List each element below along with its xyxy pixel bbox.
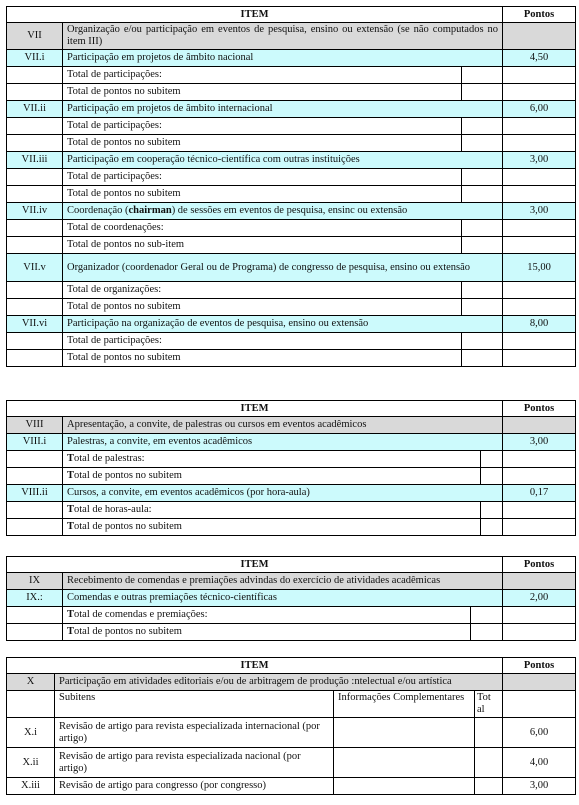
subitem-code: X.ii [7, 748, 55, 778]
header-item: ITEM [7, 401, 503, 417]
empty-cell [503, 350, 576, 367]
count-input[interactable] [462, 169, 503, 186]
section-code: IX [7, 573, 63, 590]
count-label: Total de horas-aula: [63, 502, 481, 519]
count-label: Total de coordenações: [63, 220, 462, 237]
empty-cell [7, 220, 63, 237]
section-points [503, 417, 576, 434]
subitem-code: X.iii [7, 778, 55, 795]
subitem-points: 6,00 [503, 101, 576, 118]
subitem-points: 4,00 [503, 748, 576, 778]
subitem-description: Participação em projetos de âmbito internacional [63, 101, 503, 118]
empty-cell [7, 519, 63, 536]
section-description: Apresentação, a convite, de palestras ou cursos em eventos acadêmicos [63, 417, 503, 434]
count-input[interactable] [471, 607, 503, 624]
empty-cell [7, 84, 63, 101]
header-item: ITEM [7, 557, 503, 573]
empty-cell [7, 169, 63, 186]
count-label: Total de palestras: [63, 451, 481, 468]
empty-cell [503, 84, 576, 101]
subitem-points: 3,00 [503, 434, 576, 451]
subitem-points: 3,00 [503, 152, 576, 169]
empty-cell [503, 67, 576, 84]
total-label: Total de pontos no subitem [63, 519, 481, 536]
total-label: Total de pontos no subitem [63, 186, 462, 203]
empty-cell [7, 135, 63, 152]
subitem-description: Participação em cooperação técnico-científica com outras instituições [63, 152, 503, 169]
header-pontos: Pontos [503, 401, 576, 417]
total-label: Total de pontos no subitem [63, 350, 462, 367]
empty-cell [503, 607, 576, 624]
col-subitens: Subitens [55, 691, 334, 718]
subitem-points: 4,50 [503, 50, 576, 67]
empty-cell [503, 502, 576, 519]
empty-cell [7, 607, 63, 624]
subitem-code: VIII.i [7, 434, 63, 451]
count-label: Total de participações: [63, 333, 462, 350]
section-code: X [7, 674, 55, 691]
section-points [503, 674, 576, 691]
empty-cell [503, 691, 576, 718]
empty-cell [7, 282, 63, 299]
total-input[interactable] [481, 519, 503, 536]
empty-cell [503, 299, 576, 316]
total-input[interactable] [462, 237, 503, 254]
count-input[interactable] [462, 67, 503, 84]
section-points [503, 23, 576, 50]
total-input[interactable] [475, 778, 503, 795]
section-points [503, 573, 576, 590]
subitem-code: IX.: [7, 590, 63, 607]
empty-cell [7, 502, 63, 519]
section-code: VIII [7, 417, 63, 434]
count-input[interactable] [462, 282, 503, 299]
empty-cell [503, 333, 576, 350]
col-info: Informações Complementares [334, 691, 475, 718]
total-input[interactable] [481, 468, 503, 485]
subitem-points: 3,00 [503, 203, 576, 220]
subitem-description: Revisão de artigo para revista especializada internacional (por artigo) [55, 718, 334, 748]
empty-cell [7, 691, 55, 718]
subitem-code: VIII.ii [7, 485, 63, 502]
count-input[interactable] [481, 502, 503, 519]
subitem-description: Cursos, a convite, em eventos acadêmicos (por hora-aula) [63, 485, 503, 502]
count-input[interactable] [462, 220, 503, 237]
empty-cell [7, 333, 63, 350]
subitem-code: VII.i [7, 50, 63, 67]
total-input[interactable] [462, 135, 503, 152]
subitem-points: 15,00 [503, 254, 576, 282]
header-pontos: Pontos [503, 557, 576, 573]
count-label: Total de participações: [63, 169, 462, 186]
empty-cell [7, 451, 63, 468]
total-input[interactable] [462, 84, 503, 101]
empty-cell [7, 624, 63, 641]
total-input[interactable] [462, 299, 503, 316]
total-label: Total de pontos no subitem [63, 299, 462, 316]
count-input[interactable] [462, 333, 503, 350]
count-label: Total de participações: [63, 118, 462, 135]
count-input[interactable] [462, 118, 503, 135]
header-pontos: Pontos [503, 7, 576, 23]
header-pontos: Pontos [503, 658, 576, 674]
subitem-code: VII.vi [7, 316, 63, 333]
total-input[interactable] [462, 350, 503, 367]
table-viii [6, 400, 576, 536]
empty-cell [7, 237, 63, 254]
empty-cell [7, 186, 63, 203]
subitem-description: Coordenação (chairman) de sessões em eventos de pesquisa, ensinc ou extensão [63, 203, 503, 220]
subitem-code: X.i [7, 718, 55, 748]
info-input[interactable] [334, 718, 475, 748]
section-description: Recebimento de comendas e premiações advindas do exercício de atividades acadêmicas [63, 573, 503, 590]
empty-cell [503, 451, 576, 468]
subitem-code: VII.ii [7, 101, 63, 118]
subitem-description: Revisão de artigo para revista especializada nacional (por artigo) [55, 748, 334, 778]
subitem-points: 3,00 [503, 778, 576, 795]
subitem-code: VII.iii [7, 152, 63, 169]
empty-cell [7, 118, 63, 135]
empty-cell [503, 519, 576, 536]
subitem-description: Participação na organização de eventos de pesquisa, ensino ou extensão [63, 316, 503, 333]
empty-cell [7, 350, 63, 367]
empty-cell [503, 118, 576, 135]
section-code: VII [7, 23, 63, 50]
subitem-points: 6,00 [503, 718, 576, 748]
subitem-description: Comendas e outras premiações técnico-científicas [63, 590, 503, 607]
empty-cell [503, 468, 576, 485]
empty-cell [503, 186, 576, 203]
subitem-points: 8,00 [503, 316, 576, 333]
subitem-description: Organizador (coordenador Geral ou de Programa) de congresso de pesquisa, ensino ou extensão [63, 254, 503, 282]
total-label: Total de pontos no subitem [63, 624, 471, 641]
empty-cell [7, 299, 63, 316]
subitem-description: Revisão de artigo para congresso (por congresso) [55, 778, 334, 795]
empty-cell [503, 169, 576, 186]
header-item: ITEM [7, 658, 503, 674]
count-label: Total de organizações: [63, 282, 462, 299]
info-input[interactable] [334, 778, 475, 795]
empty-cell [503, 282, 576, 299]
empty-cell [7, 67, 63, 84]
subitem-description: Palestras, a convite, em eventos acadêmicos [63, 434, 503, 451]
total-input[interactable] [462, 186, 503, 203]
table-vii [6, 6, 576, 367]
subitem-description: Participação em projetos de âmbito nacional [63, 50, 503, 67]
empty-cell [503, 624, 576, 641]
empty-cell [503, 220, 576, 237]
table-ix [6, 556, 576, 641]
empty-cell [503, 135, 576, 152]
total-label: Total de pontos no sub-item [63, 237, 462, 254]
subitem-points: 0,17 [503, 485, 576, 502]
info-input[interactable] [334, 748, 475, 778]
total-label: Total de pontos no subitem [63, 135, 462, 152]
count-label: Total de participações: [63, 67, 462, 84]
table-x [6, 657, 576, 795]
subitem-code: VII.iv [7, 203, 63, 220]
subitem-code: VII.v [7, 254, 63, 282]
section-description: Organização e/ou participação em eventos de pesquisa, ensino ou extensão (se não computados no item III) [63, 23, 503, 50]
empty-cell [503, 237, 576, 254]
empty-cell [7, 468, 63, 485]
section-description: Participação em atividades editoriais e/ou de arbitragem de produção :ntelectual e/ou artística [55, 674, 503, 691]
count-label: Total de comendas e premiações: [63, 607, 471, 624]
total-input[interactable] [471, 624, 503, 641]
subitem-points: 2,00 [503, 590, 576, 607]
total-input[interactable] [475, 718, 503, 748]
col-total: Tot al [475, 691, 503, 718]
total-label: Total de pontos no subitem [63, 468, 481, 485]
total-input[interactable] [475, 748, 503, 778]
header-item: ITEM [7, 7, 503, 23]
total-label: Total de pontos no subitem [63, 84, 462, 101]
count-input[interactable] [481, 451, 503, 468]
